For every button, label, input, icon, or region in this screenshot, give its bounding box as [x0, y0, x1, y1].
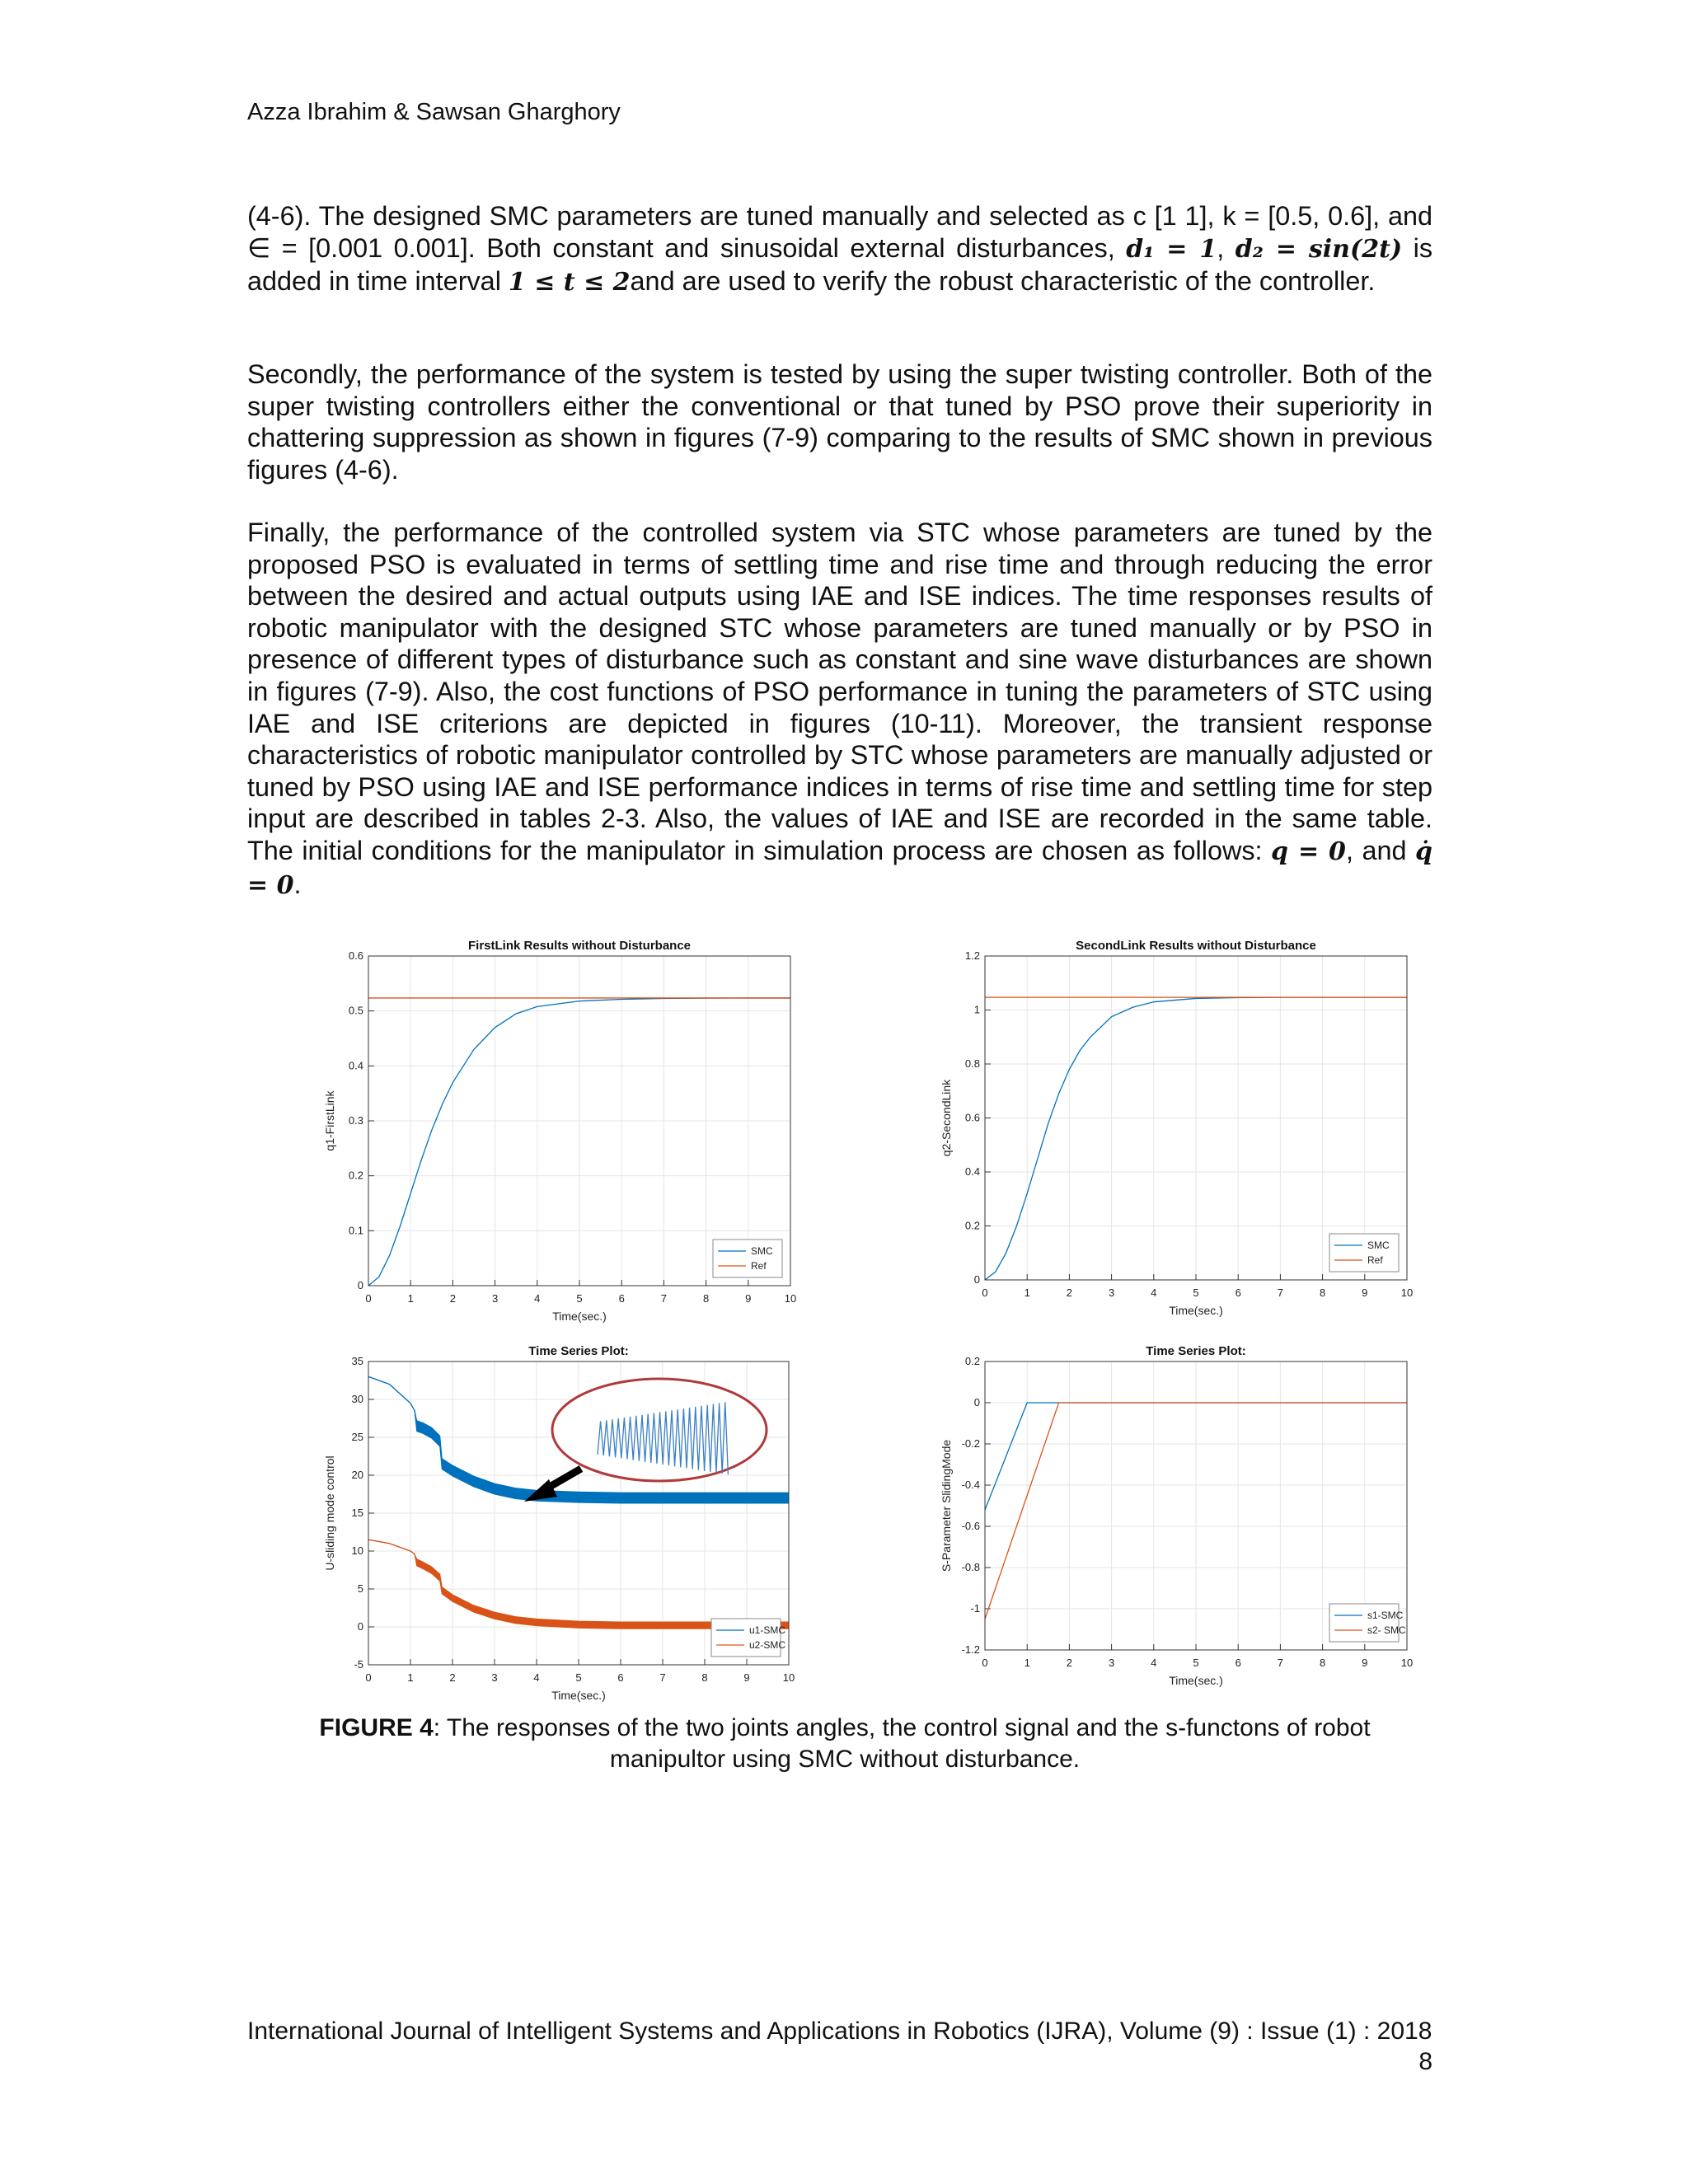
plot-2 [940, 939, 1413, 1317]
x-tick-label: 2 [449, 1671, 456, 1684]
x-tick-label: 6 [617, 1671, 624, 1684]
x-tick-label: 9 [743, 1671, 750, 1684]
y-tick-label: 0.4 [348, 1059, 363, 1072]
y-tick-label: 0.8 [964, 1057, 980, 1070]
y-tick-label: 0.3 [348, 1114, 363, 1127]
plot-title: FirstLink Results without Disturbance [467, 939, 692, 953]
x-tick-label: 7 [1277, 1286, 1284, 1299]
plot-title: Time Series Plot: [528, 1344, 629, 1358]
y-tick-label: 0.6 [348, 949, 363, 962]
x-axis-label: Time(sec.) [551, 1689, 606, 1702]
x-tick-label: 9 [1362, 1657, 1368, 1669]
x-tick-label: 7 [659, 1671, 666, 1684]
legend-label-2: s2- SMC [1367, 1624, 1406, 1636]
x-tick-label: 5 [1193, 1286, 1199, 1299]
y-tick-label: -0.2 [961, 1437, 980, 1450]
x-tick-label: 7 [660, 1292, 668, 1305]
equation-qdot: q̇ = 0 [247, 837, 1432, 900]
paragraph-1-text-a: (4-6). The designed SMC parameters are tuned manually and selected as c [1 1], k = [0.5, 0.6], and ∈ = [0.001 0.001]. Both constant and sinusoidal external disturbances, [247, 201, 1432, 263]
page-footer [247, 2016, 1432, 2075]
plot-1 [323, 939, 796, 1323]
equation-d1: d₁ = 1 [1126, 234, 1217, 264]
y-axis-label: U-sliding mode control [323, 1455, 336, 1571]
x-axis-label: Time(sec.) [552, 1310, 607, 1323]
x-tick-label: 5 [575, 1671, 582, 1684]
x-tick-label: 8 [1319, 1657, 1326, 1669]
x-tick-label: 2 [1066, 1286, 1073, 1299]
plot-4 [940, 1344, 1413, 1687]
legend-label-2: u2-SMC [749, 1639, 786, 1651]
caption-text: : The responses of the two joints angles, the control signal and the s-functons of robot manipultor using SMC without disturbance. [433, 1714, 1371, 1773]
x-tick-label: 4 [533, 1671, 540, 1684]
equation-interval: 1 ≤ t ≤ 2 [508, 268, 631, 298]
paragraph-1-text-d: and are used to verify the robust characteristic of the controller. [630, 266, 1376, 297]
caption-label: FIGURE 4 [319, 1714, 434, 1741]
x-tick-label: 1 [407, 1292, 414, 1305]
legend-label-2: Ref [751, 1260, 767, 1272]
x-tick-label: 8 [1319, 1286, 1326, 1299]
y-tick-label: 0.5 [348, 1004, 363, 1017]
x-tick-label: 9 [745, 1292, 752, 1305]
y-tick-label: 1 [973, 1003, 980, 1016]
x-tick-label: 0 [982, 1657, 988, 1669]
y-tick-label: -1 [970, 1602, 980, 1615]
y-tick-label: 0.1 [348, 1224, 363, 1237]
paragraph-3-text-a: Finally, the performance of the controlled system via STC whose parameters are tuned by the proposed PSO is evaluated in terms of settling time and rise time and through reducing the error between the desired and actual outputs using IAE and ISE indices. The time responses results of robotic manipulator with the designed STC whose parameters are tuned manually or by PSO in presence of different types of disturbance such as constant and sine wave disturbances are shown in figures (7-9). Also, the cost functions of PSO performance in tuning the parameters of STC using IAE and ISE criterions are depicted in figures (10-11). Moreover, the transient response characteristics of robotic manipulator controlled by STC whose parameters are manually adjusted or tuned by PSO using IAE and ISE performance indices in terms of rise time and settling time for step input are described in tables 2-3. Also, the values of IAE and ISE are recorded in the same table. The initial conditions for the manipulator in simulation process are chosen as follows: [247, 518, 1432, 865]
x-tick-label: 6 [618, 1292, 625, 1305]
paragraph-2: Secondly, the performance of the system is tested by using the super twisting controller. Both of the super twisting controllers either the conventional or that tuned by PSO prove their superiority in chattering suppression as shown in figures (7-9) comparing to the results of SMC shown in previous figures (4-6). [247, 359, 1432, 485]
paragraph-3-text-c: . [293, 869, 302, 899]
figure-caption [313, 1713, 1376, 1775]
y-tick-label: 30 [351, 1393, 363, 1405]
y-tick-label: -1.2 [961, 1643, 980, 1656]
x-tick-label: 0 [982, 1286, 988, 1299]
y-tick-label: 0 [357, 1620, 363, 1633]
x-tick-label: 6 [1235, 1657, 1241, 1669]
y-axis-label: q1-FirstLink [323, 1090, 336, 1151]
legend-label-1: u1-SMC [749, 1624, 786, 1636]
plot-legend [1329, 1604, 1406, 1642]
x-tick-label: 10 [784, 1292, 797, 1305]
x-tick-label: 7 [1277, 1657, 1284, 1669]
x-tick-label: 1 [1024, 1286, 1030, 1299]
x-tick-label: 2 [1066, 1657, 1073, 1669]
x-tick-label: 10 [782, 1671, 795, 1684]
y-tick-label: 20 [351, 1469, 363, 1481]
y-tick-label: 0 [973, 1396, 980, 1408]
footer-journal: International Journal of Intelligent Systems and Applications in Robotics (IJRA), Volume (9) : Issue (1) : 2018 [247, 2018, 1432, 2045]
x-tick-label: 3 [491, 1292, 499, 1305]
running-header: Azza Ibrahim & Sawsan Gharghory [247, 99, 621, 125]
legend-label-1: s1-SMC [1367, 1610, 1404, 1621]
plot-title: Time Series Plot: [1146, 1344, 1246, 1358]
y-tick-label: 0.4 [964, 1165, 980, 1178]
y-tick-label: 25 [351, 1431, 363, 1443]
x-tick-label: 1 [1024, 1657, 1030, 1669]
y-tick-label: 15 [351, 1507, 363, 1519]
x-tick-label: 9 [1362, 1286, 1368, 1299]
x-tick-label: 4 [534, 1292, 541, 1305]
x-tick-label: 10 [1400, 1286, 1414, 1299]
equation-q: q = 0 [1271, 837, 1346, 866]
y-tick-label: -0.8 [961, 1561, 980, 1573]
legend-label-1: SMC [751, 1245, 773, 1257]
plot-legend [1329, 1234, 1399, 1272]
y-tick-label: 0.6 [964, 1111, 980, 1124]
page-number: 8 [1418, 2048, 1432, 2075]
equation-d2: d₂ = sin(2t) [1235, 234, 1403, 264]
plot-legend [711, 1619, 785, 1657]
x-tick-label: 3 [1108, 1286, 1115, 1299]
x-tick-label: 0 [365, 1292, 372, 1305]
plot-title: SecondLink Results without Disturbance [1076, 939, 1316, 953]
x-tick-label: 2 [449, 1292, 457, 1305]
y-tick-label: 0 [973, 1273, 980, 1286]
y-tick-label: 0.2 [348, 1169, 363, 1182]
x-tick-label: 3 [491, 1671, 498, 1684]
y-tick-label: -0.6 [961, 1520, 980, 1532]
y-tick-label: -5 [354, 1658, 363, 1671]
x-tick-label: 1 [407, 1671, 414, 1684]
x-tick-label: 8 [701, 1671, 708, 1684]
paragraph-3-text-b: , and [1345, 835, 1415, 865]
x-tick-label: 4 [1151, 1286, 1157, 1299]
y-tick-label: 0.2 [964, 1219, 980, 1232]
paragraph-1-text-c: is added in time interval [247, 232, 1433, 297]
plot-3 [323, 1344, 795, 1702]
y-tick-label: 35 [351, 1355, 363, 1367]
x-tick-label: 4 [1151, 1657, 1157, 1669]
y-tick-label: 5 [357, 1582, 363, 1595]
paragraph-1-text-b: , [1217, 232, 1236, 263]
x-axis-label: Time(sec.) [1169, 1674, 1223, 1687]
x-tick-label: 5 [576, 1292, 583, 1305]
x-tick-label: 10 [1400, 1657, 1414, 1669]
y-tick-label: 1.2 [964, 949, 980, 962]
y-tick-label: 0 [357, 1279, 363, 1291]
x-tick-label: 3 [1108, 1657, 1115, 1669]
legend-label-1: SMC [1367, 1240, 1390, 1251]
x-tick-label: 6 [1235, 1286, 1241, 1299]
y-tick-label: 0.2 [964, 1355, 980, 1367]
x-tick-label: 8 [702, 1292, 710, 1305]
plot-legend [713, 1240, 782, 1277]
legend-label-2: Ref [1367, 1254, 1383, 1266]
x-axis-label: Time(sec.) [1169, 1304, 1223, 1317]
x-tick-label: 0 [365, 1671, 372, 1684]
y-tick-label: -0.4 [961, 1479, 980, 1491]
y-tick-label: 10 [351, 1544, 363, 1557]
y-axis-label: S-Parameter SlidingMode [940, 1439, 953, 1572]
y-axis-label: q2-SecondLink [940, 1079, 953, 1157]
x-tick-label: 5 [1193, 1657, 1199, 1669]
